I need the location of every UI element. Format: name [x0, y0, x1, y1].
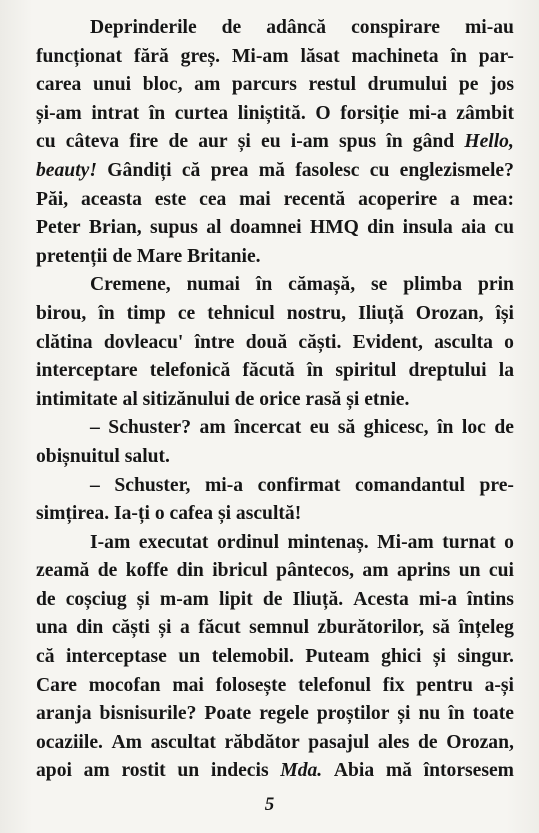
text-line: zeamă de koffe din ibricul pântecos, am aprins un cui: [36, 560, 514, 582]
text-line: una din căști și a făcut semnul zburătorilor, să înțeleg: [36, 617, 514, 639]
text-line: pretenții de Mare Britanie.: [36, 245, 261, 267]
text-line: că interceptase un telemobil. Puteam ghici și singur.: [36, 646, 514, 668]
text-line: – Schuster? am încercat eu să ghicesc, în loc de: [90, 417, 514, 439]
text-line: aranja bisnisurile? Poate regele proștilor și nu în toate: [36, 703, 514, 725]
text-line: Care mocofan mai folosește telefonul fix pentru a-și: [36, 674, 514, 696]
text-line: apoi am rostit un indecis Mda. Abia mă întorsesem: [36, 760, 514, 782]
text-line: obișnuitul salut.: [36, 445, 170, 467]
text-line: simțirea. Ia-ți o cafea și ascultă!: [36, 503, 302, 525]
text-line: Cremene, numai în cămașă, se plimba prin: [90, 274, 514, 296]
text-line: birou, în timp ce tehnicul nostru, Iliuță Orozan, își: [36, 302, 514, 324]
text-line: ocaziile. Am ascultat răbdător pasajul ales de Orozan,: [36, 731, 514, 753]
text-line: – Schuster, mi-a confirmat comandantul pre-: [90, 474, 514, 496]
text-line: interceptare telefonică făcută în spiritul dreptului la: [36, 360, 514, 382]
text-line: beauty! Gândiți că prea mă fasolesc cu englezismele?: [36, 159, 514, 181]
page-number: 5: [264, 794, 275, 815]
text-line: de coșciug și m-am lipit de Iliuță. Acesta mi-a întins: [36, 588, 514, 610]
text-line: Păi, aceasta este cea mai recentă acoperire a mea:: [36, 188, 514, 210]
text-line: carea unui bloc, am parcurs restul drumului pe jos: [36, 74, 514, 96]
text-line: cu câteva fire de aur și eu i-am spus în gând Hello,: [36, 131, 514, 153]
body-text: [36, 14, 514, 786]
text-line: și-am intrat în curtea liniștită. O forsiție mi-a zâmbit: [36, 102, 514, 124]
text-line: clătina dovleacu' între două căști. Evident, asculta o: [36, 331, 514, 353]
text-line: Peter Brian, supus al doamnei HMQ din insula aia cu: [36, 217, 514, 239]
text-line: Deprinderile de adâncă conspirare mi-au: [90, 17, 514, 38]
text-line: intimitate al sitizănului de orice rasă și etnie.: [36, 388, 410, 410]
text-line: funcționat fără greș. Mi-am lăsat machineta în par-: [36, 45, 514, 67]
text-line: I-am executat ordinul mintenaș. Mi-am turnat o: [90, 531, 514, 553]
